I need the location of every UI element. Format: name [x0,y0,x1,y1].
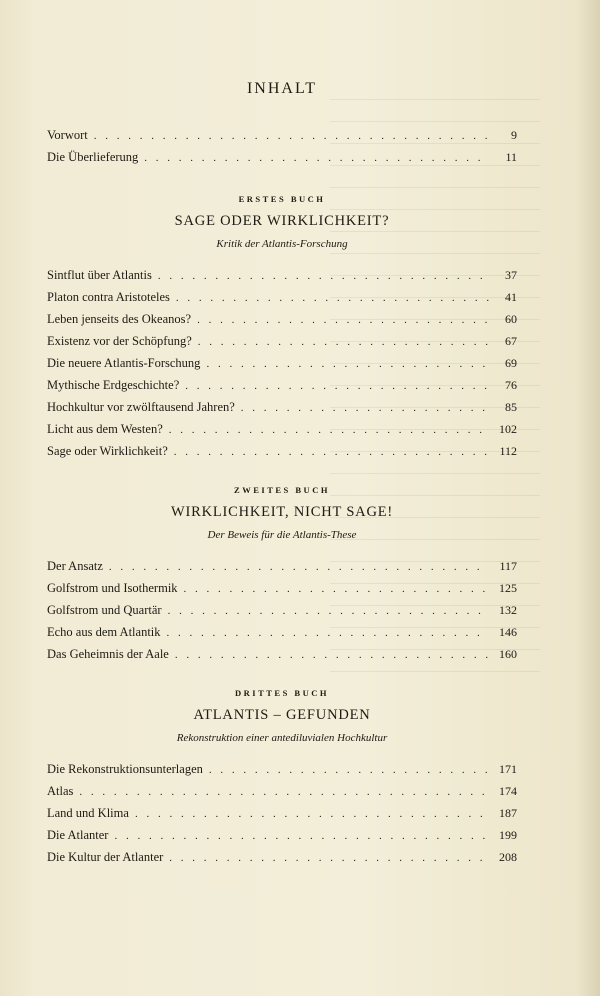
toc-entry[interactable] [47,643,517,665]
toc-entry-title: Sage oder Wirklichkeit? [47,444,168,458]
toc-entry-title: Das Geheimnis der Aale [47,647,169,661]
dot-leader [197,309,489,331]
dot-leader [94,125,489,147]
toc-entry-page: 187 [499,806,517,820]
dot-leader [109,556,489,578]
toc-entry-page: 208 [499,850,517,864]
book-section-1 [47,194,517,250]
toc-entry[interactable] [47,802,517,824]
toc-entry[interactable] [47,264,517,286]
toc-entry-page: 174 [499,784,517,798]
toc-entry-title: Land und Klima [47,806,129,820]
dot-leader [209,759,489,781]
dot-leader [185,375,489,397]
toc-entry[interactable] [47,846,517,868]
toc-entry-title: Der Ansatz [47,559,103,573]
dot-leader [241,397,489,419]
dot-leader [144,147,489,169]
toc-entry[interactable] [47,621,517,643]
toc-entry[interactable] [47,780,517,802]
toc-entry[interactable] [47,352,517,374]
toc-entry-page: 67 [505,334,517,348]
toc-entry-title: Atlas [47,784,74,798]
dot-leader [174,441,489,463]
book-3-chapter-list [47,758,517,868]
toc-entry-title: Platon contra Aristoteles [47,290,170,304]
book-title: ATLANTIS – GEFUNDEN [193,707,371,723]
toc-entry[interactable] [47,286,517,308]
toc-entry[interactable] [47,577,517,599]
toc-entry[interactable] [47,555,517,577]
book-section-3 [47,688,517,744]
toc-entry-title: Echo aus dem Atlantik [47,625,161,639]
toc-entry[interactable] [47,758,517,780]
book-title: WIRKLICHKEIT, NICHT SAGE! [170,504,394,520]
book-label: ZWEITES BUCH [234,485,330,495]
toc-entry-page: 146 [499,625,517,639]
toc-entry-page: 41 [505,290,517,304]
book-subtitle: Rekonstruktion einer antediluvialen Hochkultur [176,732,388,744]
toc-entry[interactable] [47,146,517,168]
toc-entry-title: Licht aus dem Westen? [47,422,163,436]
book-subtitle: Kritik der Atlantis-Forschung [216,238,348,250]
dot-leader [114,825,489,847]
toc-entry-title: Die Atlanter [47,828,109,842]
page-title: INHALT [246,80,318,97]
dot-leader [198,331,489,353]
toc-entry-page: 125 [499,581,517,595]
toc-entry-title: Vorwort [47,128,88,142]
toc-entry-page: 11 [505,150,517,164]
toc-entry-page: 37 [505,268,517,282]
toc-entry-page: 117 [499,559,517,573]
toc-entry[interactable] [47,330,517,352]
toc-entry-page: 160 [499,647,517,661]
toc-entry-page: 60 [505,312,517,326]
book-1-chapter-list [47,264,517,462]
toc-entry-title: Die neuere Atlantis-Forschung [47,356,201,370]
dot-leader [175,644,489,666]
toc-entry-title: Die Überlieferung [47,150,139,164]
toc-entry-title: Existenz vor der Schöpfung? [47,334,192,348]
toc-entry-page: 102 [499,422,517,436]
dot-leader [206,353,489,375]
toc-entry[interactable] [47,418,517,440]
dot-leader [135,803,489,825]
toc-entry[interactable] [47,824,517,846]
toc-entry-page: 132 [499,603,517,617]
toc-entry[interactable] [47,396,517,418]
toc-entry[interactable] [47,374,517,396]
toc-entry-page: 85 [505,400,517,414]
dot-leader [168,600,489,622]
book-label: DRITTES BUCH [234,688,329,698]
book-section-2 [47,485,517,541]
toc-entry-title: Hochkultur vor zwölftausend Jahren? [47,400,235,414]
dot-leader [158,265,489,287]
toc-entry-title: Mythische Erdgeschichte? [47,378,180,392]
toc-entry-page: 112 [499,444,517,458]
toc-entry-title: Sintflut über Atlantis [47,268,152,282]
toc-entry[interactable] [47,599,517,621]
dot-leader [169,419,489,441]
dot-leader [79,781,489,803]
toc-entry-title: Die Rekonstruktionsunterlagen [47,762,203,776]
toc-entry-page: 76 [505,378,517,392]
dot-leader [176,287,489,309]
dot-leader [184,578,489,600]
toc-entry-title: Golfstrom und Isothermik [47,581,178,595]
book-subtitle: Der Beweis für die Atlantis-These [207,529,357,541]
book-label: ERSTES BUCH [238,194,326,204]
dot-leader [167,622,489,644]
toc-entry[interactable] [47,440,517,462]
toc-entry-page: 69 [505,356,517,370]
toc-entry-page: 9 [511,128,517,142]
book-2-chapter-list [47,555,517,665]
toc-entry[interactable] [47,124,517,146]
toc-entry-title: Leben jenseits des Okeanos? [47,312,192,326]
book-title: SAGE ODER WIRKLICHKEIT? [174,213,390,229]
table-of-contents [47,80,517,868]
front-matter-list [47,124,517,168]
toc-entry-page: 171 [499,762,517,776]
toc-entry-title: Golfstrom und Quartär [47,603,162,617]
toc-entry[interactable] [47,308,517,330]
dot-leader [169,847,489,869]
toc-entry-title: Die Kultur der Atlanter [47,850,164,864]
toc-entry-page: 199 [499,828,517,842]
